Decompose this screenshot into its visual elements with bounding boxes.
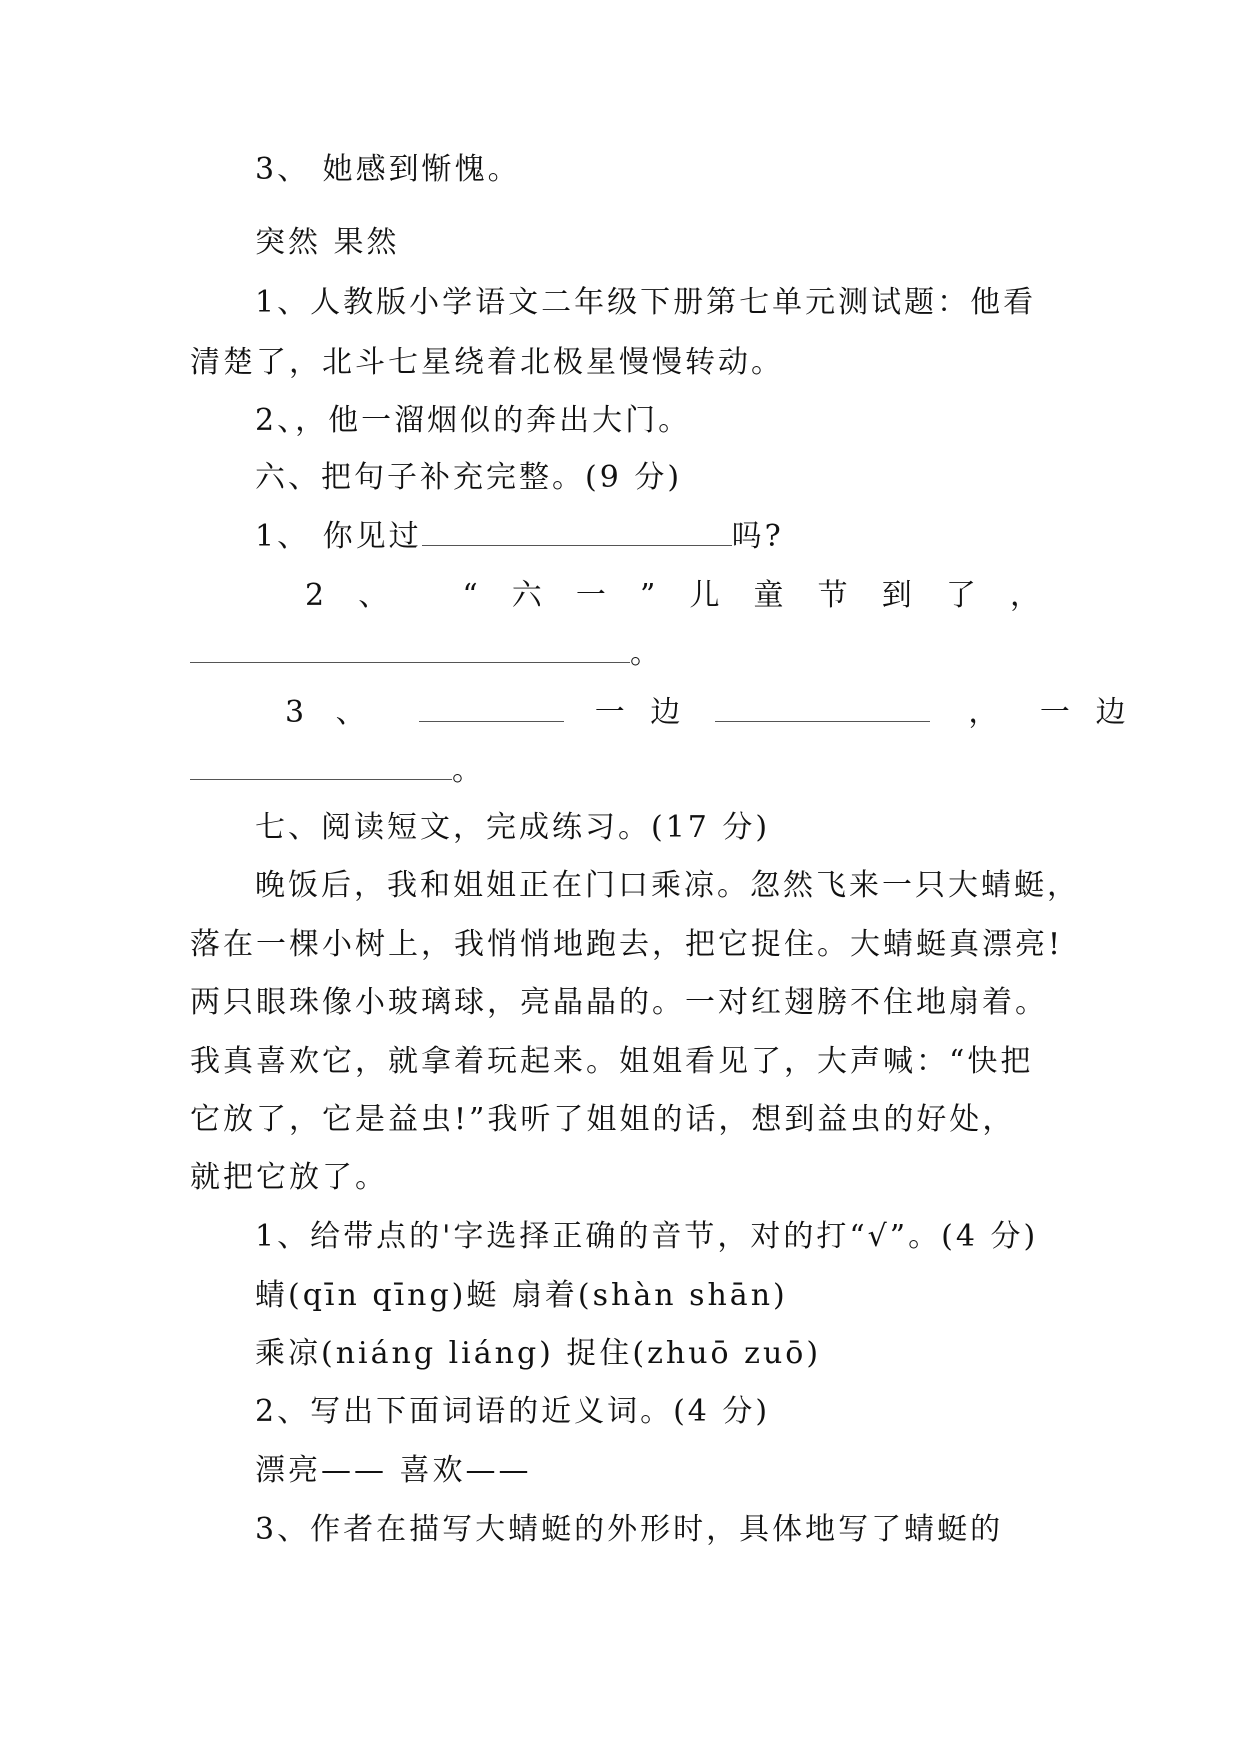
line-fill-2-cont	[190, 634, 663, 674]
fill-2-end: 。	[630, 636, 663, 671]
fill-2-char: 了	[945, 578, 976, 613]
question-1: 1、给带点的'字选择正确的音节，对的打“√”。(4 分)	[255, 1219, 1039, 1254]
fill-2-char: 童	[753, 578, 784, 613]
line-word-options: 突然 果然	[255, 225, 400, 260]
fill-2-char: ，	[1009, 578, 1040, 613]
passage-line: 就把它放了。	[190, 1160, 388, 1195]
passage-line: 落在一棵小树上，我悄悄地跑去，把它捉住。大蜻蜓真漂亮!	[190, 927, 1064, 962]
line-q1-sentence: 1、人教版小学语文二年级下册第七单元测试题：他看	[255, 285, 1037, 320]
blank-3a[interactable]	[419, 693, 564, 722]
fill-3-num: 3	[285, 695, 308, 730]
passage-line: 我真喜欢它，就拿着玩起来。姐姐看见了，大声喊：“快把	[190, 1044, 1034, 1079]
fill-2-char: 节	[817, 578, 848, 613]
fill-3-yibian-2: 一 边	[1039, 695, 1134, 730]
blank-3c[interactable]	[190, 751, 452, 780]
fill-2-char: 一	[575, 578, 606, 613]
fill-2-char: ”	[639, 578, 656, 613]
line-fill-1	[255, 517, 784, 557]
line-fill-2	[305, 576, 1040, 616]
fill-3-end: 。	[452, 753, 485, 788]
fill-2-char: “	[462, 578, 478, 613]
line-q2-sentence: 2、，他一溜烟似的奔出大门。	[255, 403, 692, 438]
fill-2-char: 、	[358, 578, 389, 613]
question-3: 3、作者在描写大蜻蜓的外形时，具体地写了蜻蜓的	[255, 1512, 1004, 1547]
question-2-words: 漂亮—— 喜欢——	[255, 1453, 532, 1488]
fill-3-punct: 、	[335, 695, 369, 730]
line-q1-sentence-cont: 清楚了，北斗七星绕着北极星慢慢转动。	[190, 345, 784, 380]
blank-1[interactable]	[422, 517, 732, 546]
passage-line: 两只眼珠像小玻璃球，亮晶晶的。一对红翅膀不住地扇着。	[190, 985, 1048, 1020]
passage-line: 它放了，它是益虫!”我听了姐姐的话，想到益虫的好处，	[190, 1102, 1016, 1137]
line-3-ashamed: 3、 她感到惭愧。	[255, 152, 521, 187]
question-1-options-b: 乘凉(niáng liáng) 捉住(zhuō zuō)	[255, 1336, 822, 1371]
fill-1-suffix: 吗?	[731, 519, 784, 554]
fill-3-yibian-1: 一 边	[594, 695, 689, 730]
section-7-heading: 七、阅读短文，完成练习。(17 分)	[255, 810, 771, 845]
blank-2[interactable]	[190, 634, 630, 663]
fill-2-char: 2	[305, 578, 325, 613]
fill-2-char: 到	[881, 578, 912, 613]
line-fill-3	[285, 693, 1133, 733]
question-1-options-a: 蜻(qīn qīng)蜓 扇着(shàn shān)	[255, 1278, 788, 1313]
passage-line: 晚饭后，我和姐姐正在门口乘凉。忽然飞来一只大蜻蜓，	[255, 868, 1080, 903]
fill-3-comma: ，	[968, 695, 1002, 730]
question-2: 2、写出下面词语的近义词。(4 分)	[255, 1394, 771, 1429]
fill-1-prefix: 1、 你见过	[255, 519, 422, 554]
line-fill-3-cont	[190, 751, 485, 791]
fill-2-char: 六	[511, 578, 542, 613]
fill-2-char: 儿	[689, 578, 720, 613]
section-6-heading: 六、把句子补充完整。(9 分)	[255, 460, 683, 495]
blank-3b[interactable]	[715, 693, 930, 722]
